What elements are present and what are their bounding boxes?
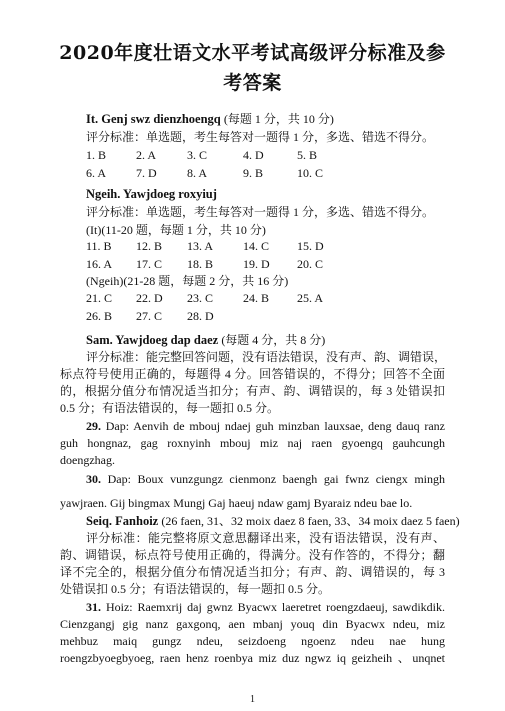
answer-item: 5. B — [297, 148, 318, 162]
answer-item: 13. A — [187, 239, 214, 253]
section1-criteria: 评分标准：单选题，考生每答对一题得 1 分，多选、错选不得分。 — [86, 130, 435, 144]
q31-text: Hoiz: Raemxrij daj gwnz Byacwx laeretret roengzdaeuj, sawdikdik. — [105, 600, 445, 614]
answer-item: 26. B — [86, 309, 113, 323]
answer-item: 25. A — [297, 291, 324, 305]
q29-line: guh hongnaz, gag roxnyinh mbouj miz naj raen gyoengq gauhcungh — [60, 436, 445, 450]
answer-item: 27. C — [136, 309, 163, 323]
answer-item: 21. C — [86, 291, 113, 305]
answer-item: 8. A — [187, 166, 208, 180]
answer-item: 15. D — [297, 239, 324, 253]
answer-item: 7. D — [136, 166, 157, 180]
section1-heading-note: (每题 1 分，共 10 分) — [223, 112, 334, 126]
section4-heading-note: (26 faen, 31、32 moix daez 8 faen, 33、34 moix daez 5 faen) — [161, 514, 460, 528]
answer-item: 10. C — [297, 166, 324, 180]
page-number: 1 — [250, 694, 255, 705]
section3-heading-note: (每题 4 分，共 8 分) — [221, 333, 326, 347]
section2-part1-note: (It)(11-20 题，每题 1 分，共 10 分) — [86, 223, 266, 237]
answer-item: 16. A — [86, 257, 113, 271]
q31-number: 31. — [86, 600, 101, 614]
q31-line: Cienzgangj gig nanz gaxgonq, aen mbanj youq din Byacwx ndeu, miz — [60, 617, 445, 631]
section3-criteria-line: 评分标准：能完整回答问题，没有语法错误，没有声、韵、调错误， — [86, 350, 447, 364]
answer-item: 28. D — [187, 309, 214, 323]
answer-item: 20. C — [297, 257, 324, 271]
section4-heading-text: Seiq. Fanhoiz — [86, 514, 159, 528]
q29-line — [86, 418, 445, 434]
q29-line: doengzhag. — [60, 453, 115, 467]
q30-text: Dap: Boux vunzgungz cienmonz baengh gai fwnz ciengx mingh — [107, 472, 445, 486]
answer-item: 17. C — [136, 257, 163, 271]
section1-heading-text: It. Genj swz dienzhoengq — [86, 112, 221, 126]
answer-item: 19. D — [243, 257, 270, 271]
answer-item: 6. A — [86, 166, 107, 180]
q30-line — [86, 471, 445, 487]
answer-item: 12. B — [136, 239, 163, 253]
answer-item: 14. C — [243, 239, 270, 253]
document-title — [40, 38, 465, 98]
answer-item: 24. B — [243, 291, 270, 305]
q31-line: mehbuz maiq gungz ndeu, seizdoeng ngoenz ndeu nae hung — [60, 634, 445, 648]
section3-criteria-line: 0.5 分；有语法错误的，每一题扣 0.5 分。 — [60, 401, 280, 415]
answer-item: 9. B — [243, 166, 264, 180]
q30-number: 30. — [86, 472, 101, 486]
answer-item: 4. D — [243, 148, 264, 162]
q31-line — [86, 599, 445, 615]
section1-heading — [86, 111, 334, 127]
section3-heading — [86, 332, 325, 348]
section3-heading-text: Sam. Yawjdoeg dap daez — [86, 333, 219, 347]
section2-heading: Ngeih. Yawjdoeg roxyiuj — [86, 187, 217, 201]
q29-text: Dap: Aenvih de mbouj ndaej guh minzban lauxsae, deng dauq ranz — [105, 419, 445, 433]
answer-item: 11. B — [86, 239, 112, 253]
section4-criteria-line: 处错误扣 0.5 分；有语法错误的，每一题扣 0.5 分。 — [60, 582, 331, 596]
section4-criteria-line: 译不完全的，根据分值分布情况适当扣分；有声、韵、调错误的，每 3 — [60, 565, 445, 579]
answer-item: 1. B — [86, 148, 107, 162]
answer-item: 3. C — [187, 148, 208, 162]
title-line-1: 2020年度壮语文水平考试高级评分标准及参 — [59, 42, 446, 64]
answer-item: 22. D — [136, 291, 163, 305]
section4-criteria-line: 评分标准：能完整将原文意思翻译出来，没有语法错误，没有声、 — [86, 531, 445, 545]
section3-criteria-line: 的，根据分值分布情况适当扣分；有声、韵、调错误的，每 3 处错误扣 — [60, 384, 445, 398]
section4-criteria-line: 韵、调错误，标点符号使用正确的，得满分。没有作答的，不得分；翻 — [60, 548, 445, 562]
answer-item: 2. A — [136, 148, 157, 162]
section3-criteria-line: 标点符号使用正确的，每题得 4 分。回答错误的，不得分；回答不全面 — [60, 367, 445, 381]
q30-line: yawjraen. Gij bingmax Mungj Gaj haeuj ndaw gamj Byaraiz ndeu bae lo. — [60, 496, 413, 510]
answer-item: 18. B — [187, 257, 214, 271]
title-line-2: 考答案 — [223, 72, 282, 94]
section2-criteria: 评分标准：单选题，考生每答对一题得 1 分，多选、错选不得分。 — [86, 205, 435, 219]
section4-heading — [86, 513, 460, 529]
q29-number: 29. — [86, 419, 101, 433]
answer-item: 23. C — [187, 291, 214, 305]
section2-part2-note: (Ngeih)(21-28 题，每题 2 分，共 16 分) — [86, 274, 289, 288]
q31-line: roengzbyoegbyoeg, raen henz roenbya miz duz ngwz iq geizheih 、unqnet — [60, 651, 445, 665]
